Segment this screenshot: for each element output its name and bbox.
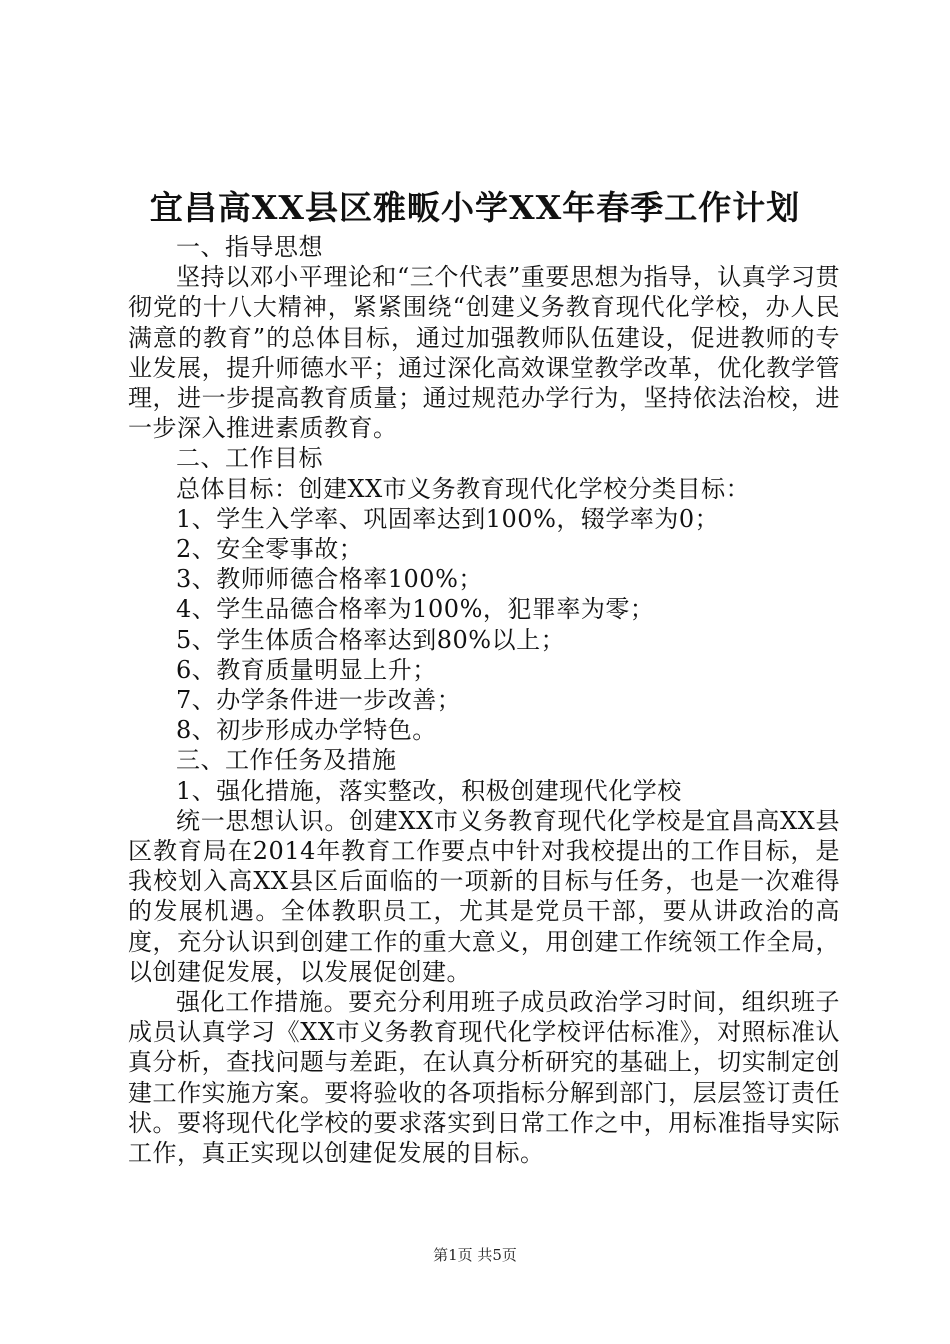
paragraph: 强化工作措施。要充分利用班子成员政治学习时间，组织班子成员认真学习《XX市义务教育现代化学校评估标准》，对照标准认真分析，查找问题与差距，在认真分析研究的基础上，切实制定创建工作实施方案。要将验收的各项指标分解到部门，层层签订责任状。要将现代化学校的要求落实到日常工作之中，用标准指导实际工作，真正实现以创建促发展的目标。 xyxy=(128,988,840,1168)
paragraph: 坚持以邓小平理论和“三个代表”重要思想为指导，认真学习贯彻党的十八大精神，紧紧围绕“创建义务教育现代化学校，办人民满意的教育”的总体目标，通过加强教师队伍建设，促进教师的专业发展，提升师德水平；通过深化高效课堂教学改革，优化教学管理，进一步提高教育质量；通过规范办学行为，坚持依法治校，进一步深入推进素质教育。 xyxy=(128,263,840,443)
list-item: 7、办学条件进一步改善； xyxy=(176,686,462,715)
list-item: 3、教师师德合格率100%； xyxy=(176,565,483,594)
section-heading: 三、工作任务及措施 xyxy=(176,746,397,775)
paragraph: 统一思想认识。创建XX市义务教育现代化学校是宜昌高XX县区教育局在2014年教育工作要点中针对我校提出的工作目标，是我校划入高XX县区后面临的一项新的目标与任务，也是一次难得的发展机遇。全体教职员工，尤其是党员干部，要从讲政治的高度，充分认识到创建工作的重大意义，用创建工作统领工作全局，以创建促发展，以发展促创建。 xyxy=(128,806,840,986)
list-item: 5、学生体质合格率达到80%以上； xyxy=(176,625,566,654)
list-item: 1、学生入学率、巩固率达到100%，辍学率为0； xyxy=(176,504,720,533)
paragraph: 总体目标：创建XX市义务教育现代化学校分类目标： xyxy=(176,474,751,503)
document-body xyxy=(128,232,840,1168)
list-item: 8、初步形成办学特色。 xyxy=(176,716,437,745)
section-heading: 二、工作目标 xyxy=(176,444,323,473)
document-title: 宜昌高XX县区雅畈小学XX年春季工作计划 xyxy=(149,188,801,227)
list-item: 2、安全零事故； xyxy=(176,535,364,564)
section-heading: 一、指导思想 xyxy=(176,233,323,261)
subsection-heading: 1、强化措施，落实整改，积极创建现代化学校 xyxy=(176,776,682,805)
list-item: 6、教育质量明显上升； xyxy=(176,655,437,684)
page-footer: 第1页 共5页 xyxy=(433,1246,517,1264)
list-item: 4、学生品德合格率为100%，犯罪率为零； xyxy=(176,595,655,624)
